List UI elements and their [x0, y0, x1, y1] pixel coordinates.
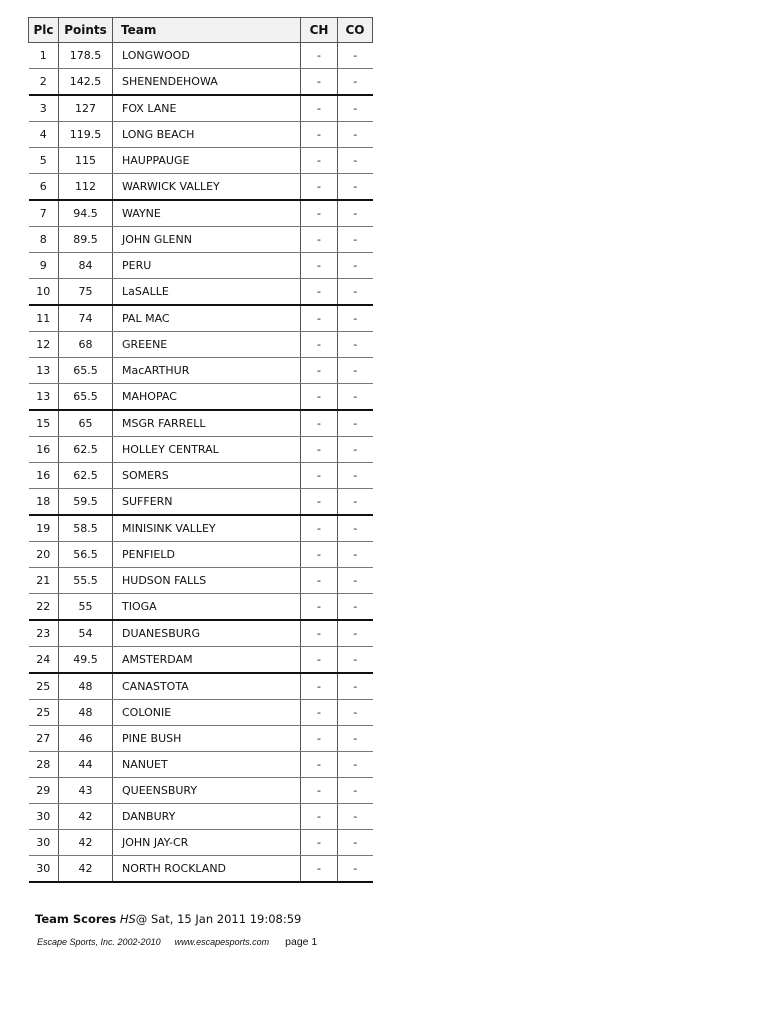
table-row: [29, 726, 373, 752]
cell-team: MINISINK VALLEY: [113, 515, 301, 542]
report-datetime: @ Sat, 15 Jan 2011 19:08:59: [135, 912, 302, 926]
cell-ch: -: [301, 673, 338, 700]
cell-points: 48: [59, 673, 113, 700]
cell-ch: -: [301, 726, 338, 752]
cell-plc: 7: [29, 200, 59, 227]
cell-plc: 21: [29, 568, 59, 594]
cell-co: -: [338, 778, 373, 804]
cell-plc: 27: [29, 726, 59, 752]
table-row: [29, 200, 373, 227]
table-row: [29, 515, 373, 542]
header-ch: CH: [301, 18, 338, 43]
cell-team: DANBURY: [113, 804, 301, 830]
table-row: [29, 384, 373, 411]
table-row: [29, 227, 373, 253]
table-row: [29, 830, 373, 856]
cell-co: -: [338, 43, 373, 69]
cell-plc: 28: [29, 752, 59, 778]
cell-co: -: [338, 148, 373, 174]
cell-team: LONG BEACH: [113, 122, 301, 148]
table-row: [29, 305, 373, 332]
cell-ch: -: [301, 647, 338, 674]
report-title-text: Team Scores: [35, 912, 117, 926]
cell-ch: -: [301, 463, 338, 489]
cell-plc: 19: [29, 515, 59, 542]
cell-plc: 16: [29, 463, 59, 489]
cell-co: -: [338, 489, 373, 516]
cell-team: NANUET: [113, 752, 301, 778]
cell-co: -: [338, 673, 373, 700]
cell-points: 84: [59, 253, 113, 279]
cell-points: 49.5: [59, 647, 113, 674]
cell-ch: -: [301, 43, 338, 69]
report-title: [35, 912, 301, 926]
cell-ch: -: [301, 305, 338, 332]
cell-ch: -: [301, 410, 338, 437]
team-scores-table: [28, 17, 373, 883]
table-row: [29, 700, 373, 726]
cell-co: -: [338, 515, 373, 542]
table-row: [29, 489, 373, 516]
cell-points: 46: [59, 726, 113, 752]
cell-plc: 12: [29, 332, 59, 358]
cell-team: MAHOPAC: [113, 384, 301, 411]
table-row: [29, 647, 373, 674]
cell-co: -: [338, 95, 373, 122]
header-co: CO: [338, 18, 373, 43]
cell-team: PERU: [113, 253, 301, 279]
table-row: [29, 542, 373, 568]
cell-team: AMSTERDAM: [113, 647, 301, 674]
footer-website: www.escapesports.com: [174, 937, 270, 947]
table-row: [29, 778, 373, 804]
cell-plc: 1: [29, 43, 59, 69]
cell-team: HUDSON FALLS: [113, 568, 301, 594]
table-row: [29, 122, 373, 148]
table-row: [29, 856, 373, 883]
cell-co: -: [338, 69, 373, 96]
cell-co: -: [338, 227, 373, 253]
cell-points: 44: [59, 752, 113, 778]
cell-plc: 18: [29, 489, 59, 516]
cell-points: 65: [59, 410, 113, 437]
cell-plc: 15: [29, 410, 59, 437]
cell-team: SUFFERN: [113, 489, 301, 516]
cell-co: -: [338, 122, 373, 148]
cell-ch: -: [301, 174, 338, 201]
table-row: [29, 752, 373, 778]
cell-ch: -: [301, 279, 338, 306]
cell-points: 119.5: [59, 122, 113, 148]
cell-plc: 2: [29, 69, 59, 96]
table-row: [29, 279, 373, 306]
cell-team: PAL MAC: [113, 305, 301, 332]
cell-ch: -: [301, 384, 338, 411]
cell-co: -: [338, 200, 373, 227]
cell-plc: 6: [29, 174, 59, 201]
cell-plc: 20: [29, 542, 59, 568]
table-row: [29, 463, 373, 489]
cell-co: -: [338, 752, 373, 778]
cell-co: -: [338, 726, 373, 752]
header-plc: Plc: [29, 18, 59, 43]
cell-team: CANASTOTA: [113, 673, 301, 700]
cell-ch: -: [301, 830, 338, 856]
table-body: [29, 43, 373, 883]
table-row: [29, 594, 373, 621]
cell-points: 94.5: [59, 200, 113, 227]
cell-team: HAUPPAUGE: [113, 148, 301, 174]
cell-co: -: [338, 410, 373, 437]
cell-team: PENFIELD: [113, 542, 301, 568]
cell-team: QUEENSBURY: [113, 778, 301, 804]
cell-plc: 25: [29, 700, 59, 726]
cell-co: -: [338, 700, 373, 726]
cell-team: WAYNE: [113, 200, 301, 227]
cell-co: -: [338, 830, 373, 856]
cell-plc: 24: [29, 647, 59, 674]
cell-co: -: [338, 174, 373, 201]
cell-ch: -: [301, 856, 338, 883]
cell-ch: -: [301, 227, 338, 253]
cell-team: DUANESBURG: [113, 620, 301, 647]
cell-points: 65.5: [59, 384, 113, 411]
cell-plc: 30: [29, 804, 59, 830]
footer-page-number: page 1: [285, 936, 318, 948]
cell-points: 42: [59, 830, 113, 856]
cell-plc: 5: [29, 148, 59, 174]
table-row: [29, 673, 373, 700]
cell-co: -: [338, 647, 373, 674]
cell-points: 127: [59, 95, 113, 122]
cell-plc: 29: [29, 778, 59, 804]
cell-plc: 13: [29, 384, 59, 411]
cell-ch: -: [301, 437, 338, 463]
cell-ch: -: [301, 620, 338, 647]
cell-ch: -: [301, 253, 338, 279]
report-division: HS: [119, 912, 136, 926]
cell-ch: -: [301, 778, 338, 804]
cell-team: SOMERS: [113, 463, 301, 489]
cell-team: NORTH ROCKLAND: [113, 856, 301, 883]
cell-team: MacARTHUR: [113, 358, 301, 384]
cell-plc: 10: [29, 279, 59, 306]
table-row: [29, 69, 373, 96]
table-row: [29, 332, 373, 358]
cell-co: -: [338, 437, 373, 463]
cell-ch: -: [301, 804, 338, 830]
cell-points: 74: [59, 305, 113, 332]
cell-co: -: [338, 542, 373, 568]
cell-plc: 30: [29, 830, 59, 856]
cell-points: 68: [59, 332, 113, 358]
cell-team: GREENE: [113, 332, 301, 358]
cell-co: -: [338, 279, 373, 306]
table-row: [29, 43, 373, 69]
cell-points: 112: [59, 174, 113, 201]
table-row: [29, 174, 373, 201]
cell-ch: -: [301, 515, 338, 542]
cell-ch: -: [301, 594, 338, 621]
cell-team: FOX LANE: [113, 95, 301, 122]
cell-plc: 25: [29, 673, 59, 700]
cell-points: 62.5: [59, 463, 113, 489]
cell-points: 62.5: [59, 437, 113, 463]
cell-team: COLONIE: [113, 700, 301, 726]
cell-team: JOHN JAY-CR: [113, 830, 301, 856]
cell-plc: 3: [29, 95, 59, 122]
table-row: [29, 568, 373, 594]
cell-points: 75: [59, 279, 113, 306]
cell-plc: 4: [29, 122, 59, 148]
cell-points: 56.5: [59, 542, 113, 568]
cell-points: 65.5: [59, 358, 113, 384]
cell-team: JOHN GLENN: [113, 227, 301, 253]
header-team: Team: [113, 18, 301, 43]
cell-ch: -: [301, 148, 338, 174]
cell-points: 58.5: [59, 515, 113, 542]
cell-points: 178.5: [59, 43, 113, 69]
table-row: [29, 95, 373, 122]
cell-team: LONGWOOD: [113, 43, 301, 69]
cell-points: 142.5: [59, 69, 113, 96]
cell-ch: -: [301, 489, 338, 516]
table-row: [29, 437, 373, 463]
header-points: Points: [59, 18, 113, 43]
cell-team: MSGR FARRELL: [113, 410, 301, 437]
cell-ch: -: [301, 752, 338, 778]
footer-company: Escape Sports, Inc. 2002-2010: [37, 937, 161, 947]
cell-co: -: [338, 358, 373, 384]
cell-points: 48: [59, 700, 113, 726]
cell-co: -: [338, 856, 373, 883]
cell-plc: 30: [29, 856, 59, 883]
table-row: [29, 253, 373, 279]
cell-ch: -: [301, 200, 338, 227]
cell-ch: -: [301, 69, 338, 96]
table-row: [29, 804, 373, 830]
cell-points: 54: [59, 620, 113, 647]
table-row: [29, 358, 373, 384]
cell-co: -: [338, 253, 373, 279]
cell-ch: -: [301, 332, 338, 358]
cell-plc: 22: [29, 594, 59, 621]
cell-ch: -: [301, 700, 338, 726]
report-footer: [37, 936, 317, 948]
cell-plc: 8: [29, 227, 59, 253]
cell-points: 115: [59, 148, 113, 174]
cell-team: LaSALLE: [113, 279, 301, 306]
cell-co: -: [338, 620, 373, 647]
cell-points: 43: [59, 778, 113, 804]
cell-plc: 16: [29, 437, 59, 463]
cell-ch: -: [301, 358, 338, 384]
table-row: [29, 620, 373, 647]
cell-ch: -: [301, 122, 338, 148]
table-header-row: [29, 18, 373, 43]
cell-points: 59.5: [59, 489, 113, 516]
table-row: [29, 148, 373, 174]
cell-points: 55.5: [59, 568, 113, 594]
cell-points: 42: [59, 804, 113, 830]
cell-co: -: [338, 594, 373, 621]
cell-plc: 11: [29, 305, 59, 332]
cell-plc: 9: [29, 253, 59, 279]
cell-plc: 13: [29, 358, 59, 384]
cell-points: 55: [59, 594, 113, 621]
cell-team: SHENENDEHOWA: [113, 69, 301, 96]
cell-team: WARWICK VALLEY: [113, 174, 301, 201]
cell-ch: -: [301, 95, 338, 122]
cell-plc: 23: [29, 620, 59, 647]
table-row: [29, 410, 373, 437]
cell-points: 89.5: [59, 227, 113, 253]
cell-co: -: [338, 384, 373, 411]
cell-co: -: [338, 568, 373, 594]
cell-points: 42: [59, 856, 113, 883]
cell-co: -: [338, 305, 373, 332]
cell-co: -: [338, 332, 373, 358]
cell-co: -: [338, 463, 373, 489]
cell-team: PINE BUSH: [113, 726, 301, 752]
cell-team: TIOGA: [113, 594, 301, 621]
cell-team: HOLLEY CENTRAL: [113, 437, 301, 463]
cell-ch: -: [301, 542, 338, 568]
cell-co: -: [338, 804, 373, 830]
cell-ch: -: [301, 568, 338, 594]
